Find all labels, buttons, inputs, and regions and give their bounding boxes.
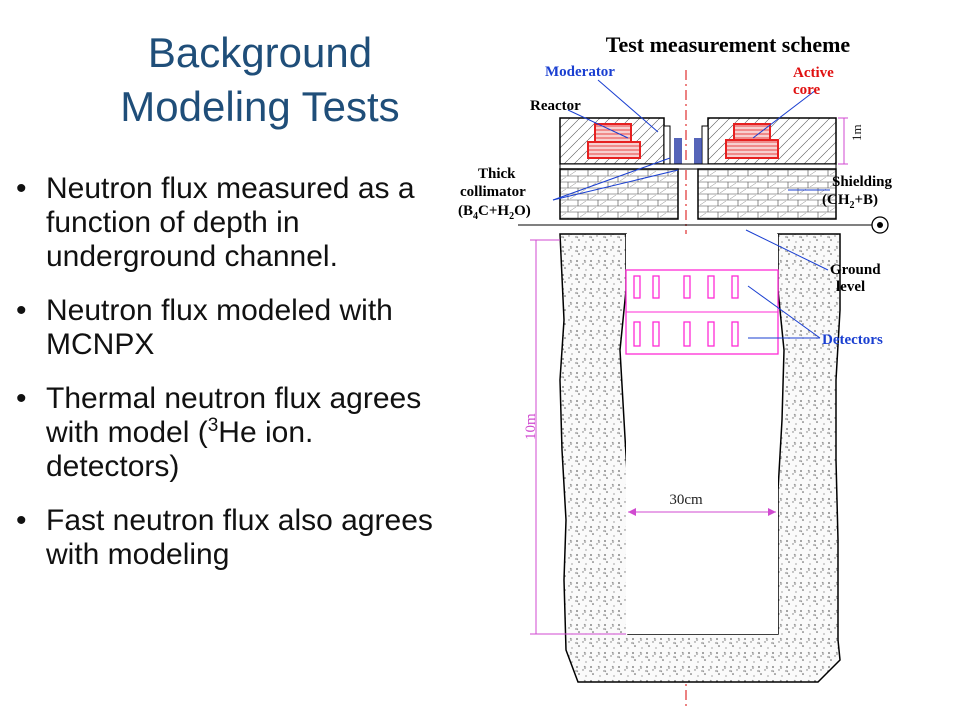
label-collimator-line2: collimator xyxy=(460,184,526,200)
bullet-dot-icon: • xyxy=(16,294,27,327)
label-reactor: Reactor xyxy=(530,98,581,114)
dimension-30cm-label: 30cm xyxy=(669,492,703,508)
diagram-title: Test measurement scheme xyxy=(605,32,851,57)
shielding-right xyxy=(698,169,836,219)
reactor-left xyxy=(560,118,670,170)
label-shielding-line1: Shielding xyxy=(832,174,893,190)
bullet-text: Fast neutron flux also agrees with modeling xyxy=(46,504,433,571)
dimension-10m-label: 10m xyxy=(523,413,539,440)
bullet-text-pre: Thermal neutron flux agrees with model ( xyxy=(46,382,422,449)
label-detectors: Detectors xyxy=(822,332,883,348)
bullet-item xyxy=(0,382,450,484)
collimator-right xyxy=(694,138,702,164)
label-collimator-line1: Thick xyxy=(478,166,516,182)
label-active-core-line2: core xyxy=(793,82,821,98)
label-collimator-line3: $(B_4C+H_2O)$ xyxy=(458,203,531,222)
label-ground-line2: level xyxy=(836,279,866,295)
bullet-dot-icon: • xyxy=(16,504,27,537)
bullet-dot-icon: • xyxy=(16,382,27,415)
bullet-item xyxy=(0,504,450,572)
channel-interior xyxy=(626,234,778,634)
measurement-scheme-diagram xyxy=(448,20,948,710)
bullet-item xyxy=(0,172,450,274)
bullet-item xyxy=(0,294,450,362)
label-moderator: Moderator xyxy=(545,64,615,80)
label-shielding-line2: $(CH_2+B)$ xyxy=(822,192,879,211)
bullet-text: Neutron flux measured as a function of depth in underground channel. xyxy=(46,172,415,273)
collimator-left xyxy=(674,138,682,164)
bullet-list xyxy=(0,172,450,592)
label-active-core-line1: Active xyxy=(793,65,834,81)
bullet-dot-icon: • xyxy=(16,172,27,205)
slide-title-line-2: Modeling Tests xyxy=(120,83,400,130)
slide-title-line-1: Background xyxy=(147,29,373,76)
dimension-1m-label: 1m xyxy=(849,124,864,141)
bullet-text-superscript: 3 xyxy=(207,415,219,436)
slide-title xyxy=(60,26,460,134)
bullet-text: Neutron flux modeled with MCNPX xyxy=(46,294,393,361)
label-ground-line1: Ground xyxy=(830,262,881,278)
bullet-text-post: He ion. detectors) xyxy=(46,416,314,483)
